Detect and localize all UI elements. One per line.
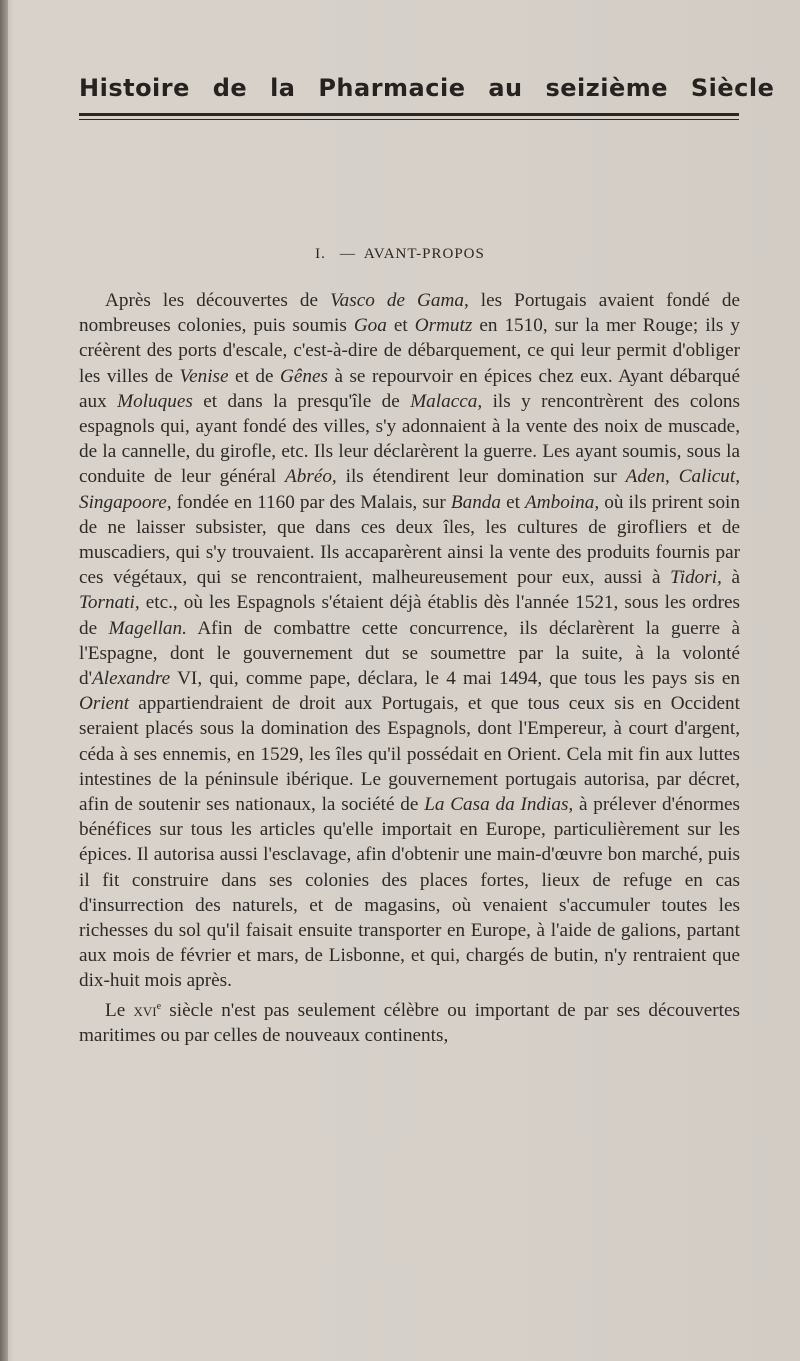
italic-name: Moluques — [117, 390, 193, 412]
italic-name: Aden, Calicut, Singapoore, — [79, 466, 741, 513]
text-run: ils étendirent leur domination sur — [336, 466, 626, 488]
text-run: fondée en 1160 par des Malais, sur — [171, 491, 451, 513]
text-run: et de — [228, 365, 280, 387]
text-run: ils y rencontrèrent des colons espagnols qui, ayant fondé des villes, s'y adonnaient à la vente des noix de muscade, de la cannelle, du girofle, etc. Ils leur déclarèrent la guerre. Les ayant soumis, sous la conduite de leur général — [79, 390, 740, 488]
italic-name: La Casa da Indias, — [424, 794, 574, 816]
italic-name: Tornati, — [79, 592, 140, 614]
header-rule-thin — [79, 119, 739, 120]
text-run: appartiendraient de droit aux Portugais, et que tous ceux sis en Occident seraient placés sous la domination des Espagnols, dont l'Empereur, à court d'argent, céda à ses ennemis, en 1529, les îles qu'il possédait en Orient. Cela mit fin aux luttes intestines de la péninsule ibérique. Le gouvernement portugais autorisa, par décret, afin de soutenir ses nationaux, la société de — [79, 693, 740, 816]
header-rule-thick — [79, 113, 739, 116]
italic-name: Magellan. — [108, 617, 187, 639]
text-run: et — [386, 315, 415, 337]
paragraph-avant-propos-1 — [79, 288, 740, 994]
page-spine-shadow — [0, 0, 8, 1361]
section-number: I. — [315, 246, 326, 262]
text-run: à se repourvoir en épices chez eux. Ayant débarqué aux — [79, 365, 741, 412]
running-header-title: Histoire de la Pharmacie au seizième Siècle — [79, 74, 775, 102]
section-dash: — — [339, 246, 356, 262]
body-text — [79, 288, 740, 1048]
italic-name: Amboina, — [525, 491, 600, 513]
century-numeral: xvi — [133, 999, 157, 1021]
text-run: les Portugais avaient fondé de nombreuses colonies, puis soumis — [79, 290, 740, 337]
italic-name: Malacca, — [410, 390, 483, 412]
section-title: AVANT-PROPOS — [363, 246, 485, 262]
italic-name: Venise — [179, 365, 229, 387]
italic-name: Vasco de Gama, — [330, 290, 469, 311]
italic-name: Ormutz — [414, 315, 473, 337]
italic-name: Gênes — [280, 365, 328, 387]
text-run: Afin de combattre cette concurrence, ils déclarèrent la guerre à l'Espagne, dont le gouvernement dut se soumettre par la suite, à la volonté d' — [79, 617, 740, 690]
paragraph-2-text: siècle n'est pas seulement célèbre ou important de par ses découvertes maritimes ou par celles de nouveaux continents, — [79, 999, 740, 1046]
text-run: à — [721, 567, 740, 589]
paragraph-2-lead: Le — [105, 999, 134, 1021]
italic-name: Tidori, — [670, 567, 722, 589]
text-run: en 1510, sur la mer Rouge; ils y créèrent des ports d'escale, c'est-à-dire de débarquement, ce qui leur permit d'obliger les villes de — [79, 315, 740, 387]
text-run: Après les découvertes de — [105, 290, 331, 311]
paragraph-avant-propos-2 — [79, 998, 740, 1048]
italic-name: Banda — [450, 491, 501, 513]
text-run: où ils prirent soin de ne laisser subsister, que dans ces deux îles, les cultures de girofliers et de muscadiers, qui s'y trouvaient. Ils accaparèrent ainsi la vente des produits fournis par ces végétaux, qui se rencontraient, malheureusement pour eux, aussi à — [79, 491, 740, 589]
italic-name: Abréo, — [285, 466, 337, 488]
century-superscript: e — [156, 1000, 162, 1012]
italic-name: Alexandre — [92, 668, 171, 690]
italic-name: Orient — [79, 693, 130, 715]
text-run: etc., où les Espagnols s'étaient déjà établis dès l'année 1521, sous les ordres de — [79, 592, 740, 639]
text-run: VI, qui, comme pape, déclara, le 4 mai 1494, que tous les pays sis en — [170, 668, 740, 690]
section-heading — [0, 246, 800, 263]
text-run: et dans la presqu'île de — [192, 390, 411, 412]
text-run: et — [501, 491, 526, 513]
text-run: à prélever d'énormes bénéfices sur tous les articles qu'elle importait en Europe, particulièrement sur les épices. Il autorisa aussi l'esclavage, afin d'obtenir une main-d'œuvre bon marché, puis il fit construire dans ses colonies des places fortes, lieux de refuge en cas d'insurrection des naturels, et de magasins, où venaient s'accumuler toutes les richesses du sol qu'il faisait ensuite transporter en Europe, à l'aide de galions, partant aux mois de février et mars, de Lisbonne, et qui, chargés de butin, n'y rentraient que dix-huit mois après. — [79, 794, 740, 992]
italic-name: Goa — [353, 315, 387, 337]
